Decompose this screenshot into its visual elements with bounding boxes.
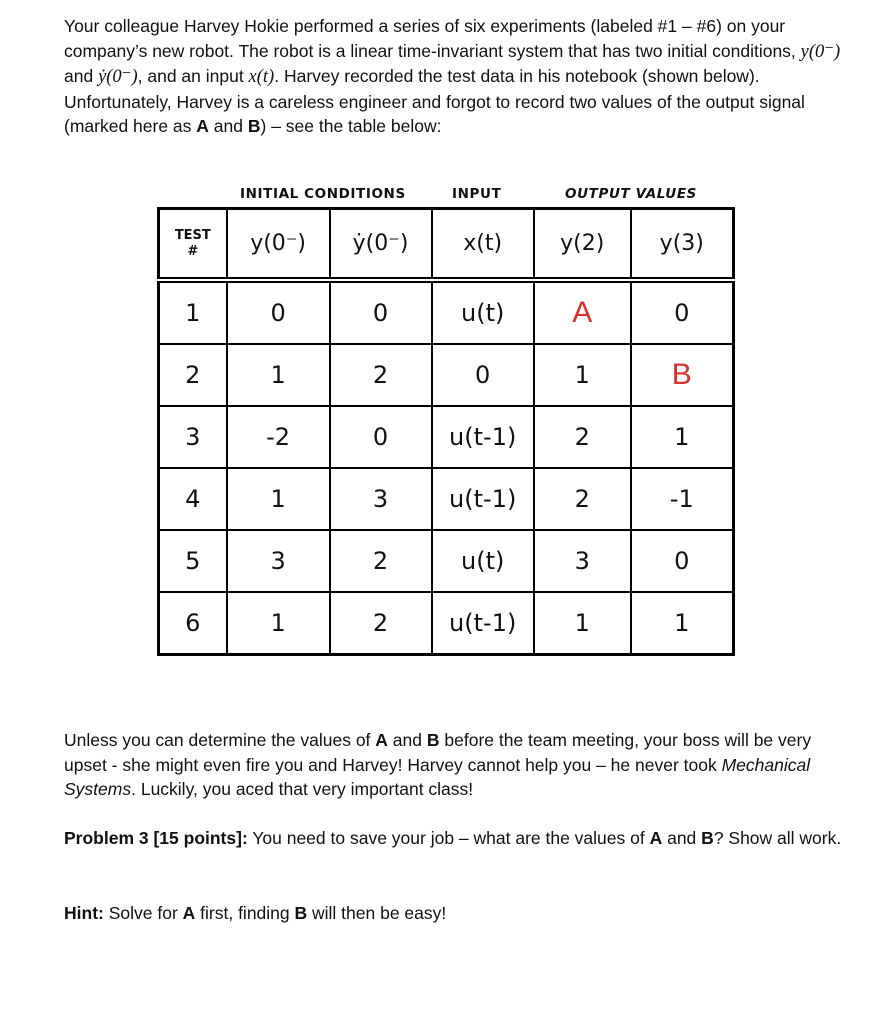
intro-text: and (208, 116, 248, 136)
ydot0-cell: 2 (330, 344, 432, 406)
course-name: Mechanical Systems (64, 754, 811, 799)
unknown-a-label: A (196, 116, 209, 136)
unknown-b-label: B (701, 828, 714, 848)
hint-paragraph: Hint: Solve for A first, finding B will then be easy! (64, 903, 447, 923)
intro-text: . Harvey recorded the test data in his notebook (shown below). Unfortunately, Harvey is a careless engineer and forgot to record two values of the output signal (marked here as (64, 66, 805, 136)
test-number: 4 (159, 468, 227, 530)
test-number: 2 (159, 344, 227, 406)
y2-cell: 2 (534, 406, 631, 468)
unknown-b-label: B (294, 903, 308, 923)
output-values-header: OUTPUT VALUES (565, 186, 697, 202)
y2-cell: 1 (534, 592, 631, 655)
y3-column-header: y(3) (631, 209, 734, 281)
y0-cell: -2 (227, 406, 330, 468)
table-row (159, 280, 734, 344)
y0-cell: 1 (227, 344, 330, 406)
test-number: 3 (159, 406, 227, 468)
test-column-header: TEST # (159, 209, 227, 281)
test-number: 1 (159, 280, 227, 344)
ydot0-cell: 0 (330, 406, 432, 468)
intro-text: ) – see the table below: (260, 116, 442, 136)
ydot0-cell: 3 (330, 468, 432, 530)
y3-cell: 1 (631, 406, 734, 468)
table-row (159, 592, 734, 655)
missing-value-a: A (534, 280, 631, 344)
y0-column-header: y(0⁻) (227, 209, 330, 281)
intro-text: , and an input (137, 66, 249, 86)
unknown-b-label: B (426, 730, 440, 750)
input-cell: u(t) (432, 530, 534, 592)
unknown-a-label: A (649, 828, 663, 848)
input-cell: u(t-1) (432, 468, 534, 530)
initial-position-symbol: y(0⁻) (800, 41, 841, 62)
intro-text: Your colleague Harvey Hokie performed a series of six experiments (labeled #1 – #6) on your company’s new robot. The robot is a linear time-invariant system that has two initial conditions, (64, 16, 801, 61)
intro-text: and (64, 66, 99, 86)
y0-cell: 1 (227, 468, 330, 530)
unknown-a-label: A (375, 730, 388, 750)
hint-label: Hint: (64, 903, 104, 923)
problem-statement: Problem 3 [15 points]: You need to save your job – what are the values of A and B? Show all work. (64, 828, 842, 848)
table-row (159, 468, 734, 530)
ydot0-cell: 2 (330, 530, 432, 592)
unknown-a-label: A (182, 903, 196, 923)
y0-cell: 1 (227, 592, 330, 655)
notebook-table (157, 207, 735, 656)
y3-cell: -1 (631, 468, 734, 530)
table-row (159, 406, 734, 468)
input-cell: 0 (432, 344, 534, 406)
intro-paragraph (64, 14, 854, 139)
initial-velocity-symbol: ẏ(0⁻) (98, 67, 138, 87)
ydot0-cell: 2 (330, 592, 432, 655)
ydot0-column-header: ẏ(0⁻) (330, 209, 432, 281)
y0-cell: 0 (227, 280, 330, 344)
input-column-header: x(t) (432, 209, 534, 281)
y3-cell: 0 (631, 280, 734, 344)
initial-conditions-header: INITIAL CONDITIONS (240, 186, 406, 202)
input-header: INPUT (452, 186, 502, 202)
input-cell: u(t-1) (432, 592, 534, 655)
y2-column-header: y(2) (534, 209, 631, 281)
table-row (159, 530, 734, 592)
test-number: 6 (159, 592, 227, 655)
y2-cell: 3 (534, 530, 631, 592)
y3-cell: 0 (631, 530, 734, 592)
ydot0-cell: 0 (330, 280, 432, 344)
input-cell: u(t-1) (432, 406, 534, 468)
problem-label: Problem 3 [15 points]: (64, 828, 248, 848)
context-paragraph: Unless you can determine the values of A and B before the team meeting, your boss will be very upset - she might even fire you and Harvey! Harvey cannot help you – he never took Mechanical Systems. Luckily, you aced that very important class! (64, 730, 812, 799)
y0-cell: 3 (227, 530, 330, 592)
test-number: 5 (159, 530, 227, 592)
input-symbol: x(t) (248, 67, 275, 87)
input-cell: u(t) (432, 280, 534, 344)
missing-value-b: B (631, 344, 734, 406)
y2-cell: 2 (534, 468, 631, 530)
y3-cell: 1 (631, 592, 734, 655)
table-header-row (159, 209, 734, 281)
table-row (159, 344, 734, 406)
unknown-b-label: B (247, 116, 261, 136)
y2-cell: 1 (534, 344, 631, 406)
